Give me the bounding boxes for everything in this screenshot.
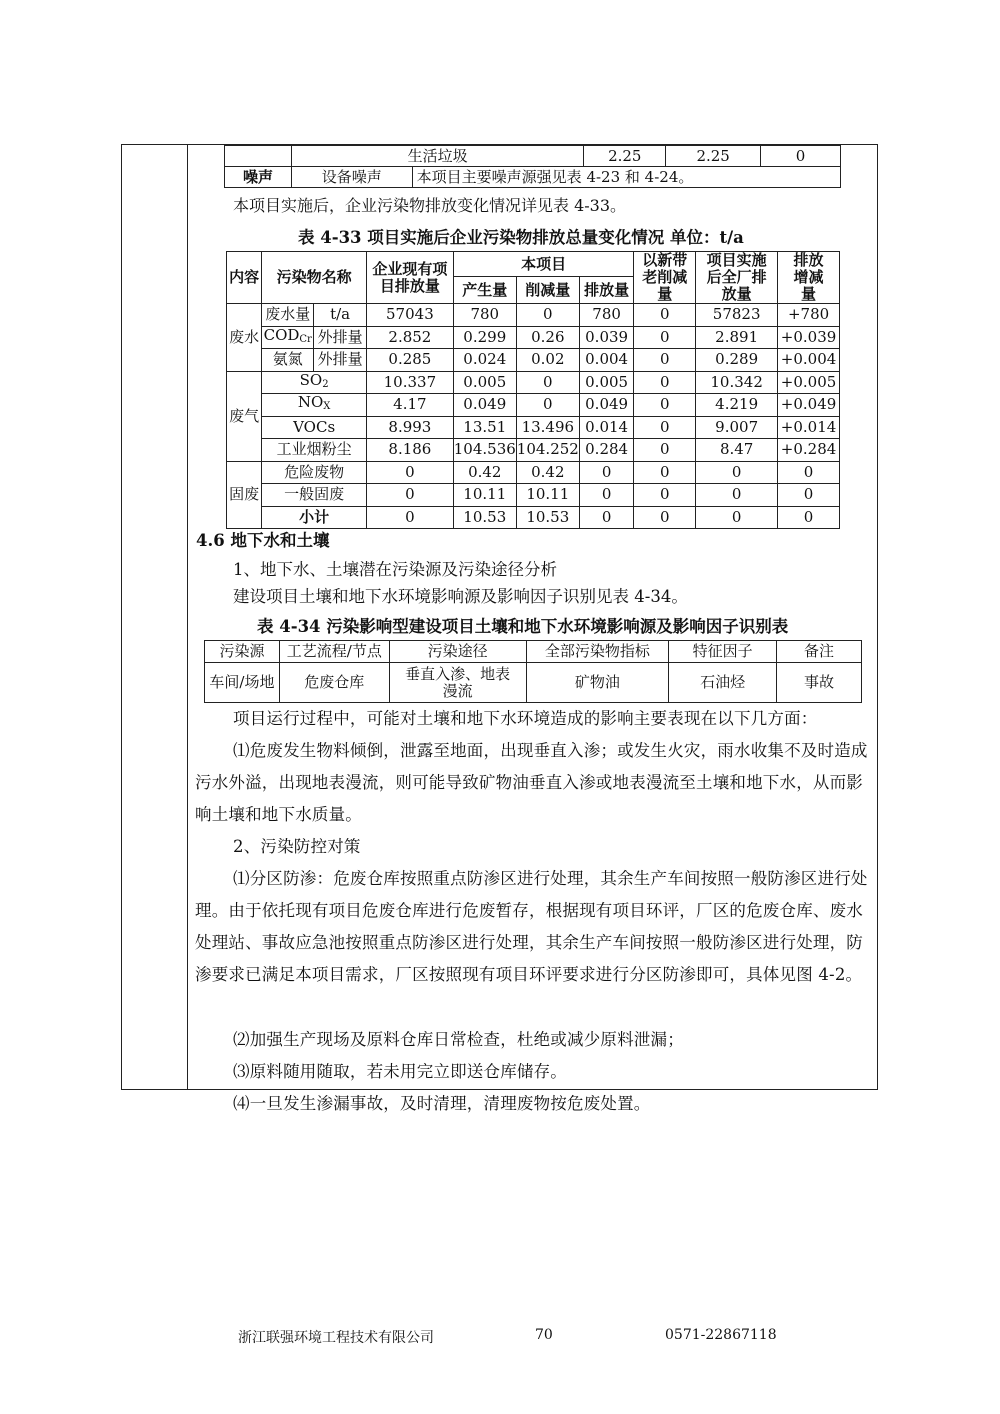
value-cell: 0.285 <box>367 349 454 372</box>
value-cell: 10.342 <box>696 371 778 394</box>
value-cell: 0.004 <box>579 349 634 372</box>
frame-divider <box>187 144 188 1090</box>
value-cell: 0 <box>516 394 579 417</box>
value-cell: 10.53 <box>453 506 516 529</box>
value-cell: 0 <box>634 461 696 484</box>
value-cell: 0 <box>634 416 696 439</box>
value-cell: 0 <box>634 506 696 529</box>
row-name: 废水量 <box>262 304 314 327</box>
value-cell: 事故 <box>777 663 862 703</box>
footer-phone: 0571-22867118 <box>665 1327 777 1343</box>
value-cell: 0.049 <box>453 394 516 417</box>
value-cell: 0 <box>634 439 696 462</box>
value-cell: 0 <box>579 484 634 507</box>
header-cell: 企业现有项目排放量 <box>367 252 454 304</box>
value-cell: +0.284 <box>778 439 840 462</box>
cell: 2.25 <box>584 146 666 167</box>
paragraph: ⑴危废发生物料倾倒，泄露至地面，出现垂直入渗；或发生火灾，雨水收集不及时造成污水外溢，出现地表漫流，则可能导致矿物油垂直入渗或地表漫流至土壤和地下水，从而影响土壤和地下水质量。 <box>195 741 868 824</box>
value-cell: +0.039 <box>778 326 840 349</box>
cell: 2.25 <box>666 146 761 167</box>
header-cell: 污染途径 <box>389 641 526 663</box>
header-cell: 本项目 <box>453 252 634 277</box>
cell: 0 <box>761 146 841 167</box>
footer-company: 浙江联强环境工程技术有限公司 <box>238 1330 434 1346</box>
value-cell: 0 <box>696 484 778 507</box>
group-cell: 废气 <box>227 371 262 461</box>
value-cell: 0 <box>634 349 696 372</box>
value-cell: 0.014 <box>579 416 634 439</box>
value-cell: 10.11 <box>516 484 579 507</box>
row-name: 工业烟粉尘 <box>262 439 367 462</box>
value-cell: 0 <box>367 506 454 529</box>
cell: 噪声 <box>225 167 292 188</box>
table-433-caption: 表 4-33 项目实施后企业污染物排放总量变化情况 单位：t/a <box>298 228 744 247</box>
value-cell: 0 <box>778 506 840 529</box>
value-cell: 0 <box>367 484 454 507</box>
paragraph: 2、污染防控对策 <box>233 837 361 856</box>
row-name: VOCs <box>262 416 367 439</box>
value-cell: 2.891 <box>696 326 778 349</box>
paragraph: ⑶原料随用随取，若未用完立即送仓库储存。 <box>233 1062 567 1081</box>
header-cell: 备注 <box>777 641 862 663</box>
value-cell: 57043 <box>367 304 454 327</box>
value-cell: 4.219 <box>696 394 778 417</box>
footer-page-number: 70 <box>535 1327 553 1343</box>
value-cell: 0 <box>696 506 778 529</box>
row-name: 小计 <box>262 506 367 529</box>
value-cell: 0 <box>516 371 579 394</box>
header-cell: 污染物名称 <box>262 252 367 304</box>
value-cell: 10.53 <box>516 506 579 529</box>
value-cell: 0.039 <box>579 326 634 349</box>
header-cell: 特征因子 <box>669 641 777 663</box>
intro-text: 本项目实施后，企业污染物排放变化情况详见表 4-33。 <box>233 196 627 215</box>
value-cell: +0.004 <box>778 349 840 372</box>
value-cell: 9.007 <box>696 416 778 439</box>
value-cell: 10.11 <box>453 484 516 507</box>
cell <box>225 146 292 167</box>
header-cell: 削减量 <box>516 277 579 304</box>
table-reference: 建设项目土壤和地下水环境影响源及影响因子识别见表 4-34。 <box>233 587 688 606</box>
continuation-table <box>224 145 841 188</box>
subsection-heading: 1、地下水、土壤潜在污染源及污染途径分析 <box>233 560 557 579</box>
value-cell: 0 <box>367 461 454 484</box>
row-unit: 外排量 <box>314 326 367 349</box>
value-cell: 0.42 <box>516 461 579 484</box>
value-cell: +780 <box>778 304 840 327</box>
value-cell: +0.049 <box>778 394 840 417</box>
header-cell: 排放增减量 <box>778 252 840 304</box>
value-cell: 780 <box>579 304 634 327</box>
value-cell: 10.337 <box>367 371 454 394</box>
header-cell: 以新带老削减量 <box>634 252 696 304</box>
value-cell: 8.186 <box>367 439 454 462</box>
value-cell: 57823 <box>696 304 778 327</box>
value-cell: 0 <box>634 326 696 349</box>
value-cell: +0.014 <box>778 416 840 439</box>
value-cell: 0.42 <box>453 461 516 484</box>
row-name: 氨氮 <box>262 349 314 372</box>
value-cell: 2.852 <box>367 326 454 349</box>
value-cell: 0.299 <box>453 326 516 349</box>
paragraph: 项目运行过程中，可能对土壤和地下水环境造成的影响主要表现在以下几方面： <box>233 709 818 728</box>
value-cell: 0.284 <box>579 439 634 462</box>
value-cell: 0.024 <box>453 349 516 372</box>
value-cell: 0 <box>634 484 696 507</box>
value-cell: 矿物油 <box>526 663 669 703</box>
paragraph-text: ⑷一旦发生渗漏事故，及时清理，清理废物按危废处置。 <box>233 1094 651 1113</box>
row-name: $NO_X$ <box>262 394 367 417</box>
value-cell: 4.17 <box>367 394 454 417</box>
table-434-caption: 表 4-34 污染影响型建设项目土壤和地下水环境影响源及影响因子识别表 <box>257 617 789 636</box>
value-cell: 104.536 <box>453 439 516 462</box>
row-name: $COD_{Cr}$ <box>262 326 314 349</box>
row-name: 危险废物 <box>262 461 367 484</box>
header-cell: 工艺流程/节点 <box>279 641 389 663</box>
value-cell: 0.005 <box>453 371 516 394</box>
value-cell: 8.47 <box>696 439 778 462</box>
value-cell: 0.26 <box>516 326 579 349</box>
value-cell: 0 <box>634 304 696 327</box>
value-cell: +0.005 <box>778 371 840 394</box>
value-cell: 垂直入渗、地表漫流 <box>389 663 526 703</box>
paragraph: ⑵加强生产现场及原料仓库日常检查，杜绝或减少原料泄漏； <box>233 1030 684 1049</box>
value-cell: 0.049 <box>579 394 634 417</box>
cell: 本项目主要噪声源强见表 4-23 和 4-24。 <box>412 167 840 188</box>
paragraph-last <box>195 1058 871 1113</box>
cell: 生活垃圾 <box>291 146 583 167</box>
value-cell: 0 <box>696 461 778 484</box>
value-cell: 8.993 <box>367 416 454 439</box>
header-cell: 内容 <box>227 252 262 304</box>
value-cell: 0.02 <box>516 349 579 372</box>
header-cell: 项目实施后全厂排放量 <box>696 252 778 304</box>
header-cell: 产生量 <box>453 277 516 304</box>
value-cell: 0 <box>634 394 696 417</box>
row-unit: t/a <box>314 304 367 327</box>
value-cell: 0 <box>778 484 840 507</box>
header-cell: 污染源 <box>205 641 280 663</box>
header-cell: 全部污染物指标 <box>526 641 669 663</box>
group-cell: 固废 <box>227 461 262 529</box>
value-cell: 780 <box>453 304 516 327</box>
value-cell: 石油烃 <box>669 663 777 703</box>
value-cell: 13.51 <box>453 416 516 439</box>
emission-table <box>226 251 840 529</box>
value-cell: 车间/场地 <box>205 663 280 703</box>
header-cell: 排放量 <box>579 277 634 304</box>
value-cell: 13.496 <box>516 416 579 439</box>
value-cell: 0 <box>634 371 696 394</box>
section-heading: 4.6 地下水和土壤 <box>196 531 330 550</box>
value-cell: 0 <box>778 461 840 484</box>
value-cell: 危废仓库 <box>279 663 389 703</box>
row-name: 一般固废 <box>262 484 367 507</box>
value-cell: 0 <box>579 461 634 484</box>
row-name: $SO_2$ <box>262 371 367 394</box>
value-cell: 0 <box>579 506 634 529</box>
paragraph: ⑴分区防渗：危废仓库按照重点防渗区进行处理，其余生产车间按照一般防渗区进行处理。由于依托现有项目危废仓库进行危废暂存，根据现有项目环评，厂区的危废仓库、废水处理站、事故应急池按照重点防渗区进行处理，其余生产车间按照一般防渗区进行处理，防渗要求已满足本项目需求，厂区按照现有项目环评要求进行分区防渗即可，具体见图 4-2。 <box>195 869 868 984</box>
value-cell: 104.252 <box>516 439 579 462</box>
row-unit: 外排量 <box>314 349 367 372</box>
impact-table <box>204 640 862 703</box>
value-cell: 0.289 <box>696 349 778 372</box>
group-cell: 废水 <box>227 304 262 372</box>
value-cell: 0 <box>516 304 579 327</box>
value-cell: 0.005 <box>579 371 634 394</box>
cell: 设备噪声 <box>291 167 412 188</box>
